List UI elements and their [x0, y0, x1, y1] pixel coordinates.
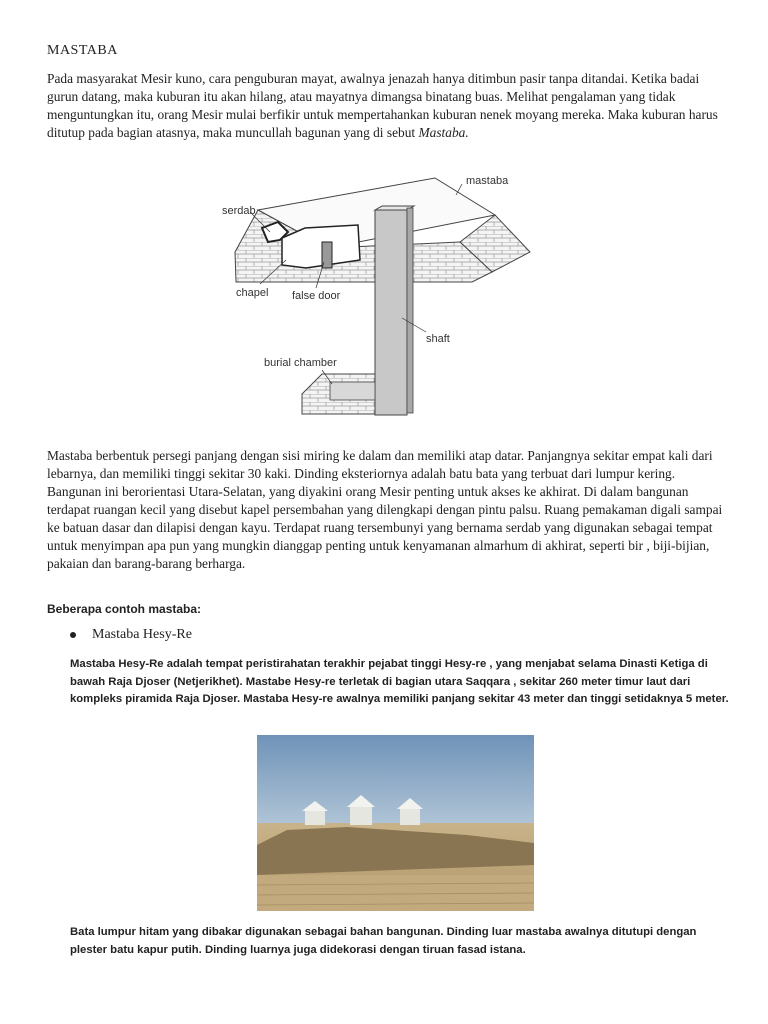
label-shaft: shaft [426, 333, 450, 345]
shaft-side [407, 208, 413, 413]
intro-text: Pada masyarakat Mesir kuno, cara penguburan mayat, awalnya jenazah hanya ditimbun pasir tanpa ditandai. Ketika badai gurun datang, maka kuburan itu akan hilang, atau mayatnya dimangsa binatang buas. Melihat pengalaman yang tidak menguntungkan itu, orang Mesir mulai berfikir untuk mempertahankan kuburan nenek moyang mereka. Maka kuburan harus ditutup pada bagian atasnya, maka muncullah bagunan yang di sebut [47, 71, 718, 140]
hesy-paragraph: Mastaba Hesy-Re adalah tempat peristirahatan terakhir pejabat tinggi Hesy-re , yang menjabat selama Dinasti Ketiga di bawah Raja Djoser (Netjerikhet). Mastabe Hesy-re terletak di bagian utara Saqqara , sekitar 260 meter timur laut dari kompleks piramida Raja Djoser. Mastaba Hesy-re awalnya memiliki panjang sekitar 43 meter dan tinggi setidaknya 5 meter. [70, 658, 729, 705]
photo-caption: Bata lumpur hitam yang dibakar digunakan sebagai bahan bangunan. Dinding luar mastaba awalnya ditutupi dengan plester batu kapur putih. Dinding luarnya juga didekorasi dengan tiruan fasad istana. [70, 926, 697, 956]
mastaba-diagram [210, 170, 560, 435]
description-paragraph: Mastaba berbentuk persegi panjang dengan sisi miring ke dalam dan memiliki atap datar. Panjangnya sekitar empat kali dari lebarnya, dan memiliki tinggi sekitar 30 kaki. Dinding eksteriornya adalah batu bata yang terbuat dari lumpur kering. Bangunan ini berorientasi Utara-Selatan, yang diyakini orang Mesir penting untuk akses ke akhirat. Di dalam bangunan terdapat ruangan kecil yang disebut kapel persembahan yang dilengkapi dengan pintu palsu. Ruang pemakaman digali sampai ke batuan dasar dan dilapisi dengan kayu. Terdapat ruang tersembunyi yang bernama serdab yang digunakan sebagai tempat untuk menyimpan apa pun yang mungkin dianggap penting untuk kenyamanan almarhum di akhirat, seperti bir , biji-bijian, pakaian dan barang-barang berharga. [47, 448, 723, 571]
burial-chamber-room [330, 382, 375, 400]
list-item [70, 627, 192, 643]
label-burial-chamber: burial chamber [264, 357, 337, 369]
intro-paragraph [47, 70, 727, 142]
label-serdab: serdab [222, 205, 256, 217]
bullet-icon [70, 632, 76, 638]
label-mastaba: mastaba [466, 175, 509, 187]
label-false-door: false door [292, 290, 341, 302]
shaft-column [375, 210, 407, 415]
photo-sky [257, 735, 534, 830]
label-chapel: chapel [236, 287, 269, 299]
mastaba-photo [257, 735, 534, 911]
intro-term: Mastaba. [418, 125, 469, 140]
page-title: MASTABA [47, 43, 118, 58]
example-item-label: Mastaba Hesy-Re [92, 627, 192, 642]
examples-heading: Beberapa contoh mastaba: [47, 602, 202, 616]
